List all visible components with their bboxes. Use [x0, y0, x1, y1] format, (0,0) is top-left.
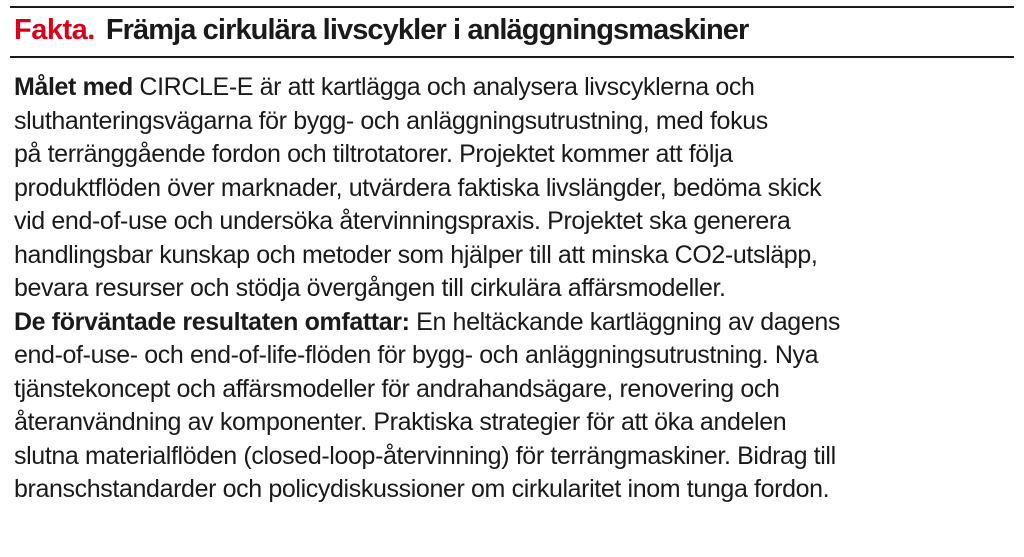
text-line: [14, 71, 1014, 105]
text-line: på terränggående fordon och tiltrotatorer. Projektet kommer att följa: [14, 140, 733, 168]
text-line: [14, 306, 1014, 340]
paragraph-lead: Målet med: [14, 73, 133, 101]
text-line: återanvändning av komponenter. Praktiska strategier för att öka andelen: [14, 408, 787, 436]
fact-box-header: [14, 14, 1014, 54]
text-line-content: En heltäckande kartläggning av dagens: [409, 307, 841, 336]
fact-box-title: Främja cirkulära livscykler i anläggningsmaskiner: [105, 14, 749, 46]
text-line: slutna materialflöden (closed-loop-återvinning) för terrängmaskiner. Bidrag till: [14, 441, 836, 470]
paragraph-lead: De förväntade resultaten omfattar:: [14, 307, 410, 336]
text-line: bevara resurser och stödja övergången till cirkulära affärsmodeller.: [14, 274, 726, 302]
text-line: handlingsbar kunskap och metoder som hjälper till att minska CO2-utsläpp,: [14, 240, 818, 269]
top-rule: [10, 6, 1014, 8]
header-divider: [10, 56, 1014, 58]
paragraph-results: [14, 306, 1014, 507]
fact-label: Fakta.: [14, 14, 95, 46]
paragraph-goal: [14, 71, 1014, 306]
fact-box-body: [14, 71, 1014, 507]
text-line: sluthanteringsvägarna för bygg- och anläggningsutrustning, med fokus: [14, 106, 768, 135]
text-line: branschstandarder och policydiskussioner om cirkularitet inom tunga fordon.: [14, 475, 830, 503]
text-line: vid end-of-use och undersöka återvinningspraxis. Projektet ska generera: [14, 207, 791, 235]
text-line: end-of-use- och end-of-life-flöden för bygg- och anläggningsutrustning. Nya: [14, 341, 819, 369]
text-line-content: CIRCLE-E är att kartlägga och analysera livscyklerna och: [132, 73, 755, 101]
text-line: tjänstekoncept och affärsmodeller för andrahandsägare, renovering och: [14, 374, 780, 403]
text-line: produktflöden över marknader, utvärdera faktiska livslängder, bedöma skick: [14, 173, 822, 202]
